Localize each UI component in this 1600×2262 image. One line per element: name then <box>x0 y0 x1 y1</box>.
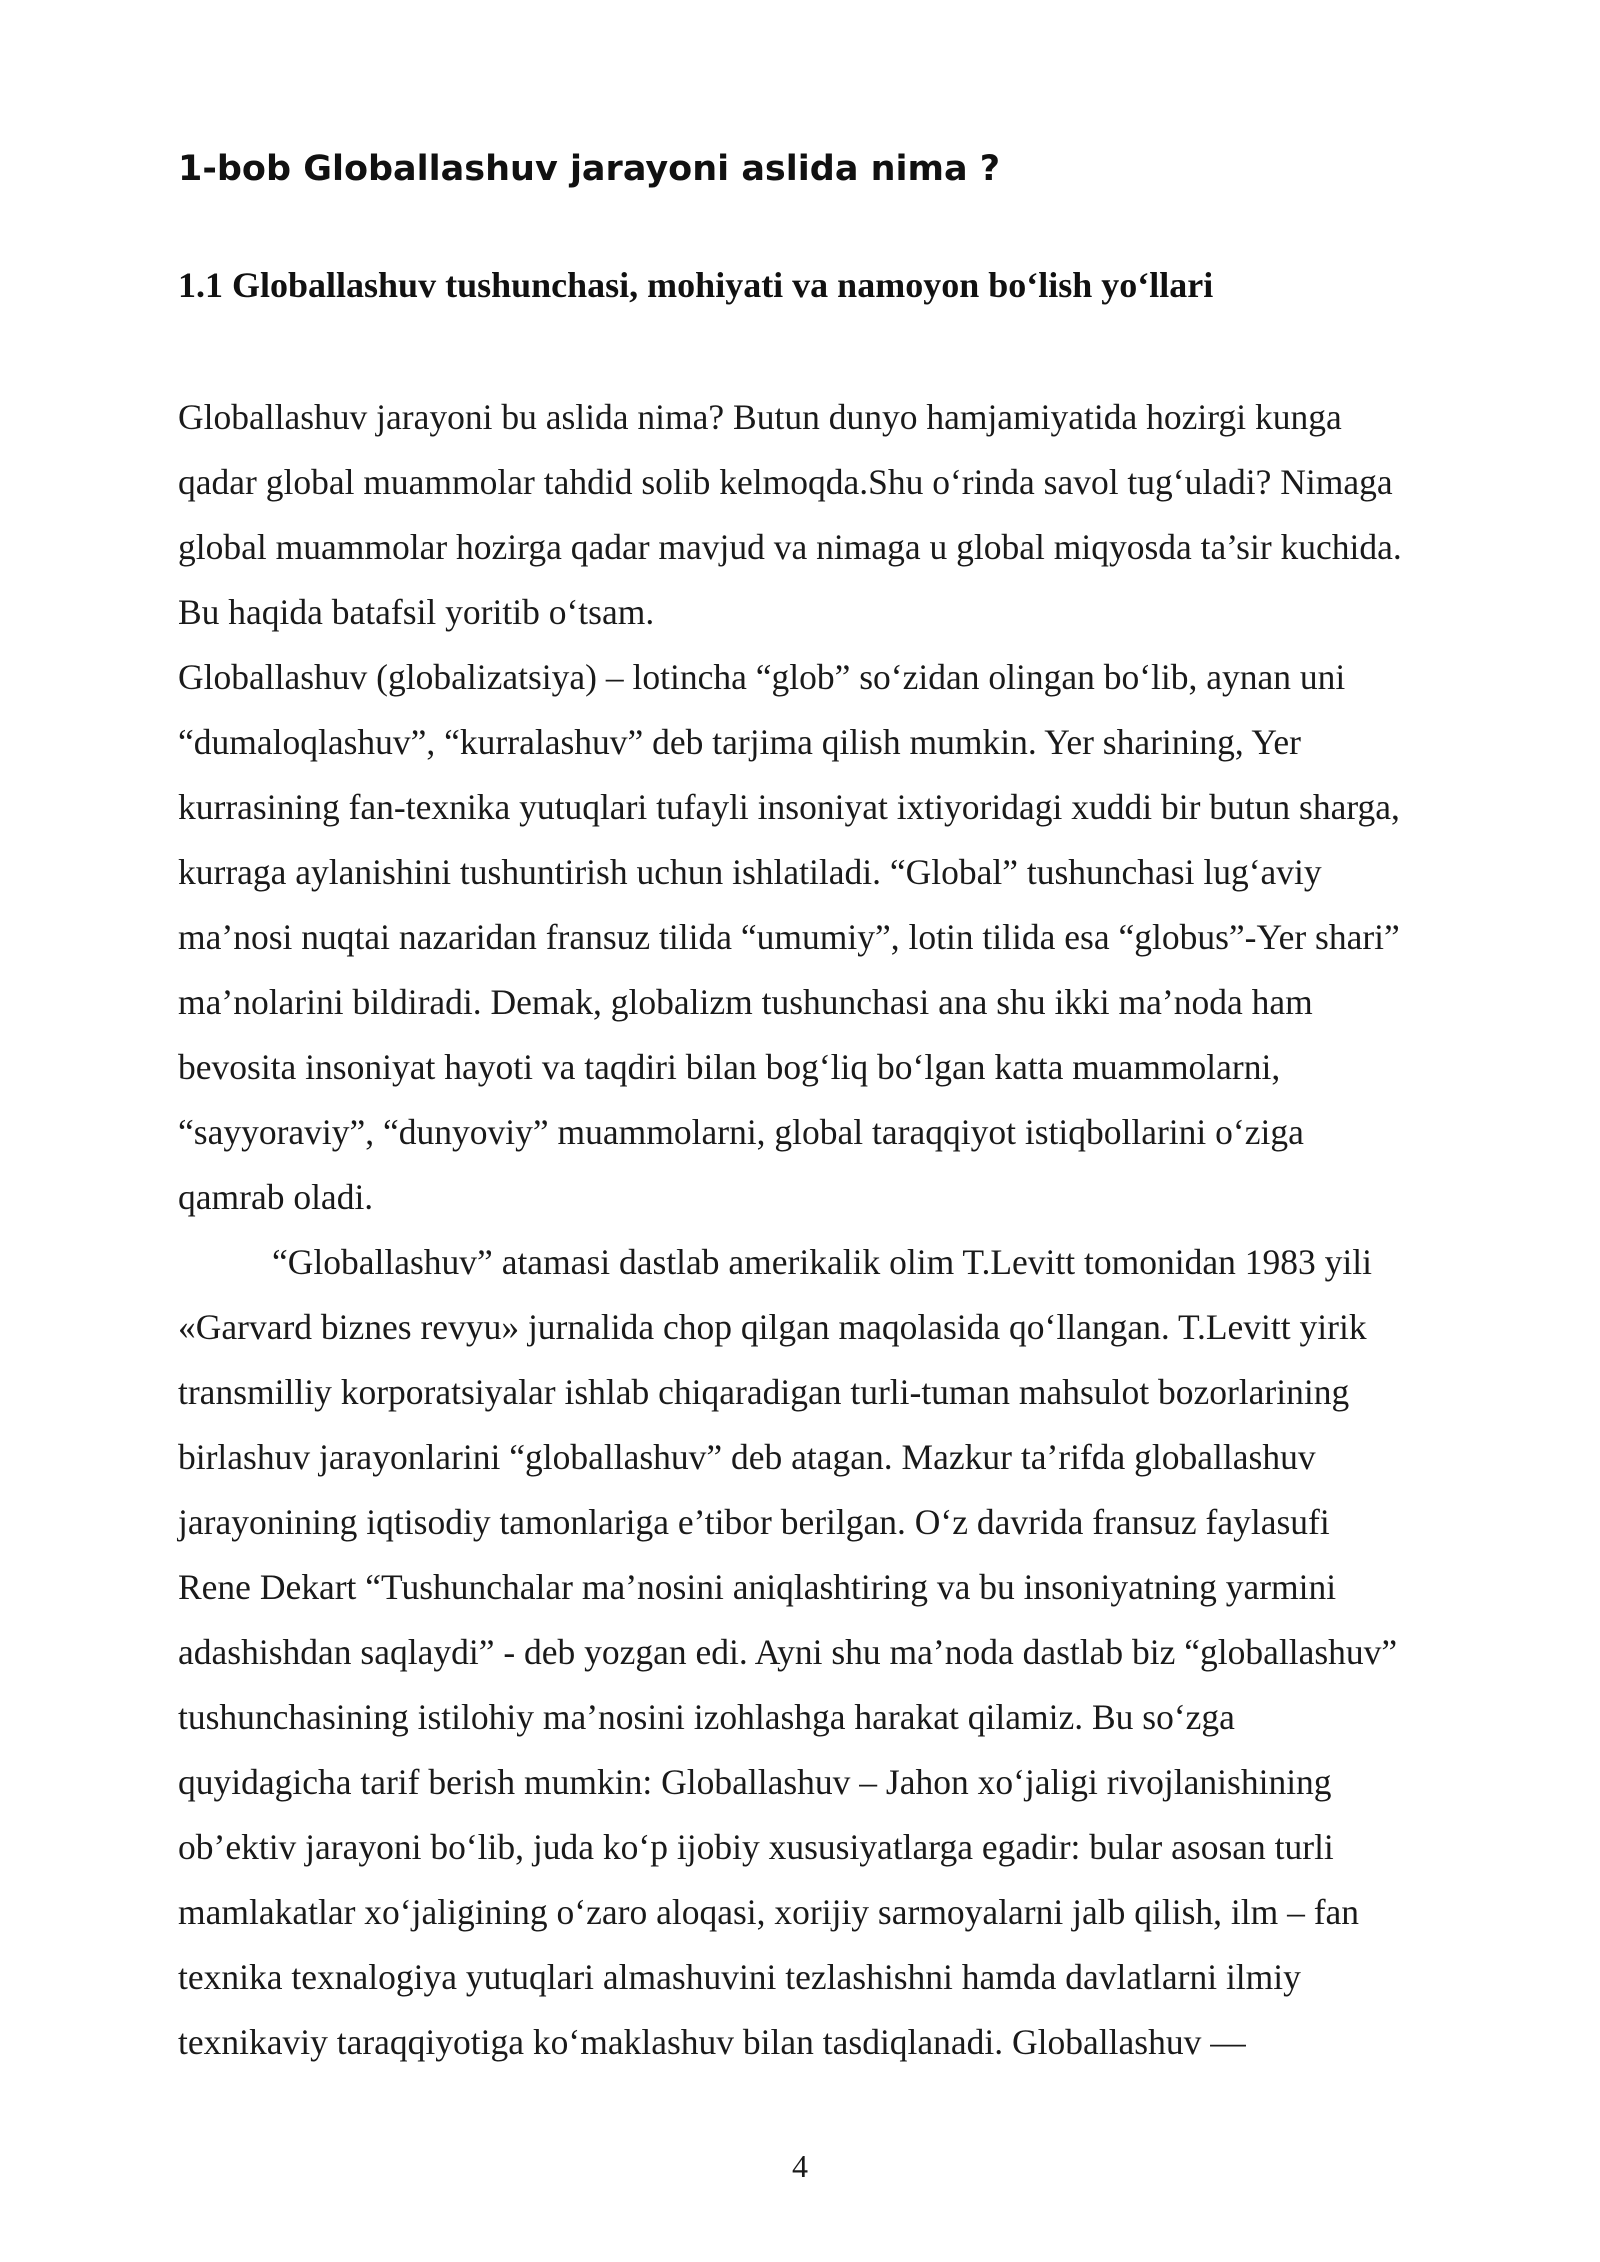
body-line: ma’nosi nuqtai nazaridan fransuz tilida “umumiy”, lotin tilida esa “globus”-Yer shari” <box>178 917 1400 957</box>
body-line: Rene Dekart “Tushunchalar ma’nosini aniqlashtiring va bu insoniyatning yarmini <box>178 1567 1337 1607</box>
chapter-title: 1-bob Globallashuv jarayoni aslida nima ? <box>178 149 1001 189</box>
body-line: bevosita insoniyat hayoti va taqdiri bilan bog‘liq bo‘lgan katta muammolarni, <box>178 1047 1281 1087</box>
body-line: texnika texnalogiya yutuqlari almashuvini tezlashishni hamda davlatlarni ilmiy <box>178 1957 1301 1997</box>
body-line: Globallashuv jarayoni bu aslida nima? Butun dunyo hamjamiyatida hozirgi kunga <box>178 397 1342 437</box>
body-line: qadar global muammolar tahdid solib kelmoqda.Shu o‘rinda savol tug‘uladi? Nimaga <box>178 462 1393 502</box>
page-number: 4 <box>792 2148 808 2184</box>
body-line: qamrab oladi. <box>178 1177 374 1217</box>
body-line: tushunchasining istilohiy ma’nosini izohlashga harakat qilamiz. Bu so‘zga <box>178 1697 1235 1737</box>
body-line: jarayonining iqtisodiy tamonlariga e’tibor berilgan. O‘z davrida fransuz faylasufi <box>178 1502 1330 1542</box>
body-line: transmilliy korporatsiyalar ishlab chiqaradigan turli-tuman mahsulot bozorlarining <box>178 1372 1350 1412</box>
body-line: Bu haqida batafsil yoritib o‘tsam. <box>178 592 655 632</box>
body-line: “sayyoraviy”, “dunyoviy” muammolarni, global taraqqiyot istiqbollarini o‘ziga <box>178 1112 1304 1152</box>
body-line: “Globallashuv” atamasi dastlab amerikalik olim T.Levitt tomonidan 1983 yili <box>272 1242 1372 1282</box>
body-line: «Garvard biznes revyu» jurnalida chop qilgan maqolasida qo‘llangan. T.Levitt yirik <box>178 1307 1367 1347</box>
body-line: ob’ektiv jarayoni bo‘lib, juda ko‘p ijobiy xususiyatlarga egadir: bular asosan turli <box>178 1827 1334 1867</box>
body-line: adashishdan saqlaydi” - deb yozgan edi. Ayni shu ma’noda dastlab biz “globallashuv” <box>178 1632 1398 1672</box>
body-line: kurraga aylanishini tushuntirish uchun ishlatiladi. “Global” tushunchasi lug‘aviy <box>178 852 1322 892</box>
body-line: mamlakatlar xo‘jaligining o‘zaro aloqasi, xorijiy sarmoyalarni jalb qilish, ilm – fan <box>178 1892 1360 1932</box>
body-line: quyidagicha tarif berish mumkin: Globallashuv – Jahon xo‘jaligi rivojlanishining <box>178 1762 1332 1802</box>
section-title: 1.1 Globallashuv tushunchasi, mohiyati va namoyon bo‘lish yo‘llari <box>178 265 1214 305</box>
body-line: birlashuv jarayonlarini “globallashuv” deb atagan. Mazkur ta’rifda globallashuv <box>178 1437 1316 1477</box>
body-line: Globallashuv (globalizatsiya) – lotincha “glob” so‘zidan olingan bo‘lib, aynan uni <box>178 657 1346 697</box>
body-line: “dumaloqlashuv”, “kurralashuv” deb tarjima qilish mumkin. Yer sharining, Yer <box>178 722 1301 762</box>
body-line: texnikaviy taraqqiyotiga ko‘maklashuv bilan tasdiqlanadi. Globallashuv — <box>178 2022 1246 2062</box>
body-line: kurrasining fan-texnika yutuqlari tufayli insoniyat ixtiyoridagi xuddi bir butun sharga, <box>178 787 1400 827</box>
body-line: global muammolar hozirga qadar mavjud va nimaga u global miqyosda ta’sir kuchida. <box>178 527 1402 567</box>
body-line: ma’nolarini bildiradi. Demak, globalizm tushunchasi ana shu ikki ma’noda ham <box>178 982 1313 1022</box>
